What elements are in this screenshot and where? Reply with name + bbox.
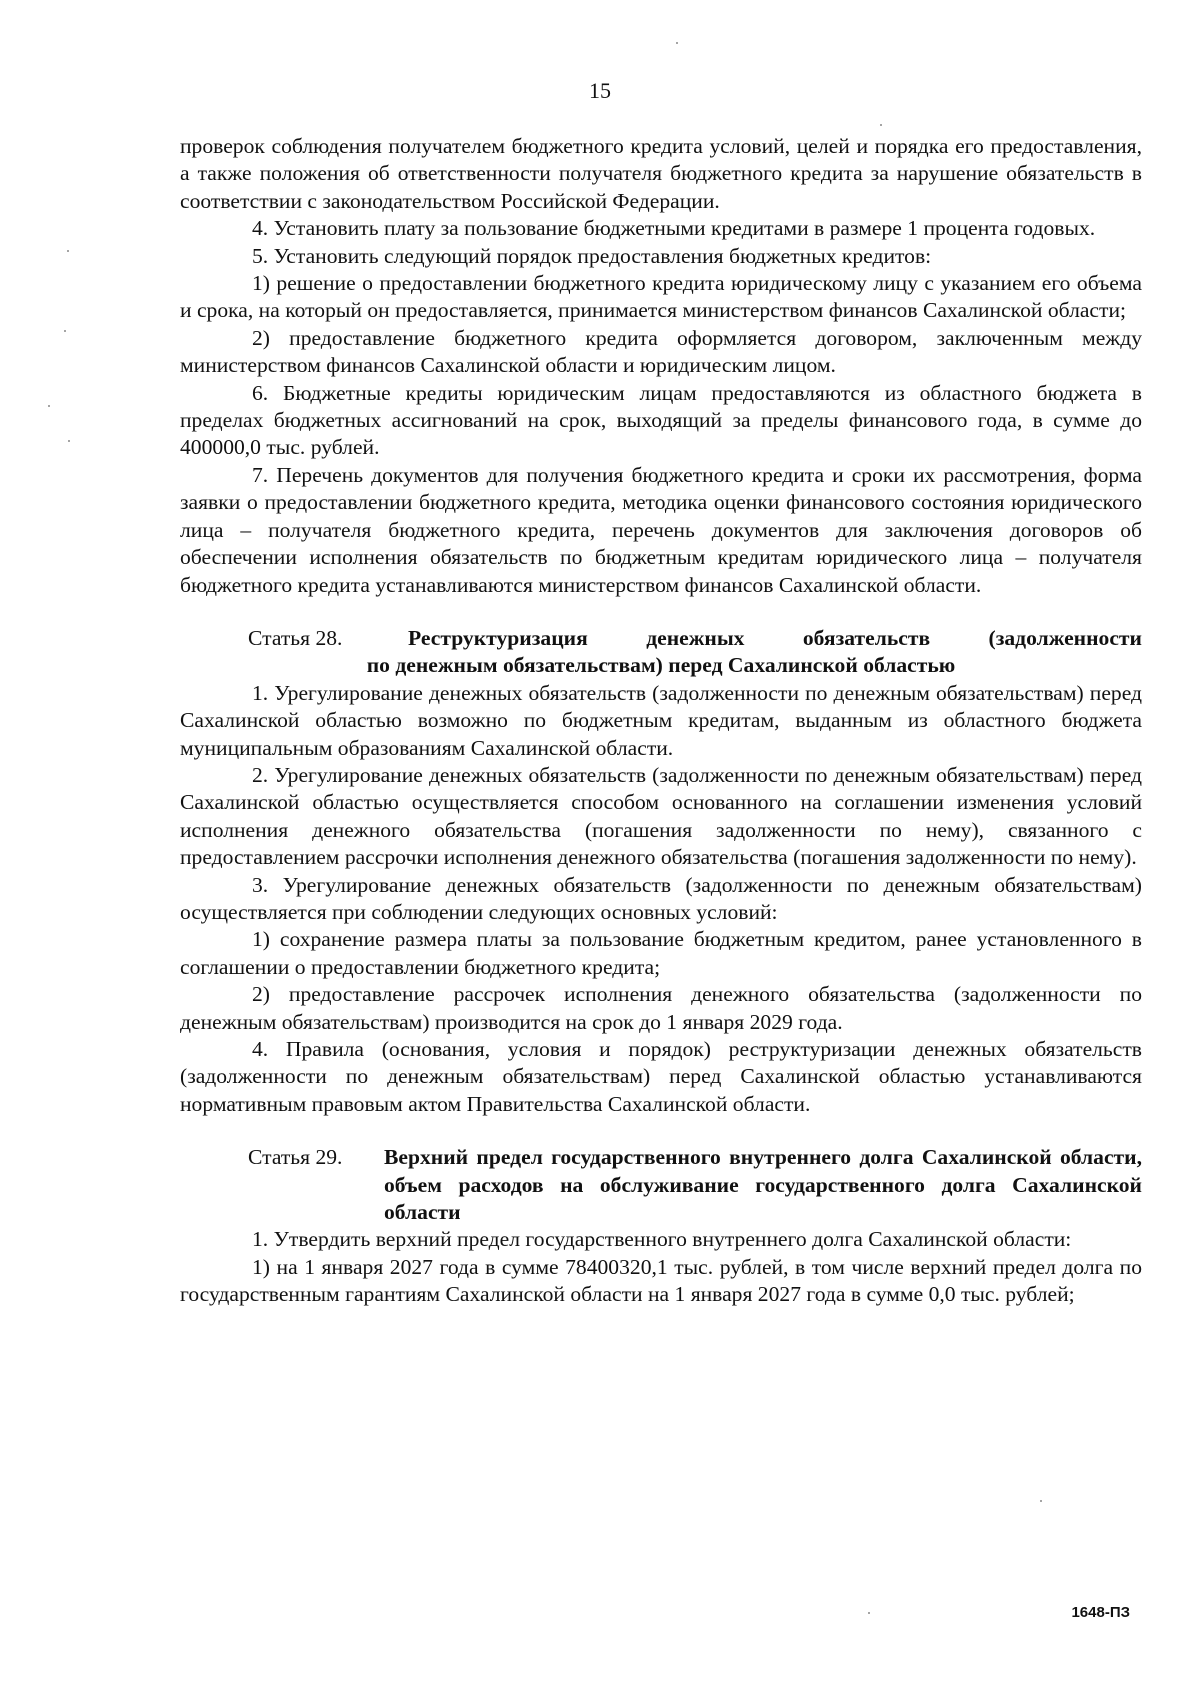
- paragraph-5-item-2: 2) предоставление бюджетного кредита оформляется договором, заключенным между министерством финансов Сахалинской области и юридическим лицом.: [180, 325, 1142, 378]
- article-28-paragraph-1: 1. Урегулирование денежных обязательств (задолженности по денежным обязательствам) перед Сахалинской областью возможно по бюджетным кредитам, выданным из областного бюджета муниципальным образованиям Сахалинской области.: [180, 680, 1142, 760]
- paragraph-5-item-1: 1) решение о предоставлении бюджетного кредита юридическому лицу с указанием его объема и срока, на который он предоставляется, принимается министерством финансов Сахалинской области;: [180, 271, 1142, 323]
- title-word: (задолженности: [988, 625, 1142, 650]
- scan-speck: [1040, 1500, 1042, 1502]
- title-word: денежных: [646, 625, 745, 650]
- document-code: 1648-ПЗ: [1071, 1604, 1130, 1621]
- article-29-paragraph-1: 1. Утвердить верхний предел государственного внутреннего долга Сахалинской области:: [252, 1227, 1072, 1252]
- article-29-heading: [180, 1144, 1142, 1226]
- article-29-label: Статья 29.: [248, 1145, 343, 1170]
- spacer: [180, 1118, 1142, 1144]
- scan-speck: [68, 440, 70, 442]
- scan-speck: [868, 1612, 870, 1614]
- article-28-paragraph-3-item-1: 1) сохранение размера платы за пользование бюджетным кредитом, ранее установленного в соглашении о предоставлении бюджетного кредита;: [180, 927, 1142, 979]
- scan-speck: [48, 405, 50, 407]
- title-word: обязательств: [802, 625, 931, 650]
- article-29-title: Верхний предел государственного внутреннего долга Сахалинской области, объем расходов на обслуживание государственного долга Сахалинской области: [384, 1145, 1142, 1225]
- article-28-paragraph-3: 3. Урегулирование денежных обязательств (задолженности по денежным обязательствам) осуществляется при соблюдении следующих основных условий:: [180, 872, 1142, 924]
- page-number: 15: [589, 78, 611, 103]
- paragraph-4: 4. Установить плату за пользование бюджетными кредитами в размере 1 процента годовых.: [252, 216, 1096, 241]
- article-28-paragraph-3-item-2: 2) предоставление рассрочек исполнения денежного обязательства (задолженности по денежным обязательствам) производится на срок до 1 января 2029 года.: [180, 982, 1142, 1034]
- article-29-paragraph-1-item-1: 1) на 1 января 2027 года в сумме 78400320,1 тыс. рублей, в том числе верхний предел долга по государственным гарантиям Сахалинской области на 1 января 2027 года в сумме 0,0 тыс. рублей;: [180, 1254, 1142, 1307]
- scan-speck: [67, 250, 69, 252]
- document-body: [180, 133, 1142, 1309]
- article-28-paragraph-2: 2. Урегулирование денежных обязательств (задолженности по денежным обязательствам) перед Сахалинской областью осуществляется способом основанного на соглашении изменения условий исполнения денежного обязательства (погашения задолженности по нему), связанного с предоставлением рассрочки исполнения денежного обязательства (погашения задолженности по нему).: [180, 762, 1142, 870]
- scan-speck: [64, 330, 66, 332]
- article-28-title-line-1: [408, 625, 1142, 652]
- spacer: [180, 599, 1142, 625]
- scan-speck: [880, 124, 882, 126]
- paragraph-6: 6. Бюджетные кредиты юридическим лицам предоставляются из областного бюджета в пределах бюджетных ассигнований на срок, выходящий за пределы финансового года, в сумме до 400000,0 тыс. рублей.: [180, 380, 1142, 460]
- title-word: Реструктуризация: [408, 625, 588, 650]
- article-28-label: Статья 28.: [248, 625, 343, 650]
- article-28-paragraph-4: 4. Правила (основания, условия и порядок) реструктуризации денежных обязательств (задолженности по денежным обязательствам) перед Сахалинской областью устанавливаются нормативным правовым актом Правительства Сахалинской области.: [180, 1037, 1142, 1116]
- article-28-title: [408, 625, 1142, 652]
- article-28-heading: [180, 625, 1142, 652]
- paragraph-7: 7. Перечень документов для получения бюджетного кредита и сроки их рассмотрения, форма заявки о предоставлении бюджетного кредита, методика оценки финансового состояния юридического лица – получателя бюджетного кредита, перечень документов для заключения договоров об обеспечении исполнения обязательств по бюджетным кредитам юридического лица – получателя бюджетного кредита устанавливаются министерством финансов Сахалинской области.: [180, 462, 1142, 597]
- paragraph-5: 5. Установить следующий порядок предоставления бюджетных кредитов:: [252, 243, 932, 268]
- paragraph-continuation: проверок соблюдения получателем бюджетного кредита условий, целей и порядка его предоставления, а также положения об ответственности получателя бюджетного кредита за нарушение обязательств в соответствии с законодательством Российской Федерации.: [180, 134, 1142, 213]
- article-28-title-line-2: по денежным обязательствам) перед Сахалинской областью: [366, 653, 956, 678]
- scan-speck: [676, 42, 678, 44]
